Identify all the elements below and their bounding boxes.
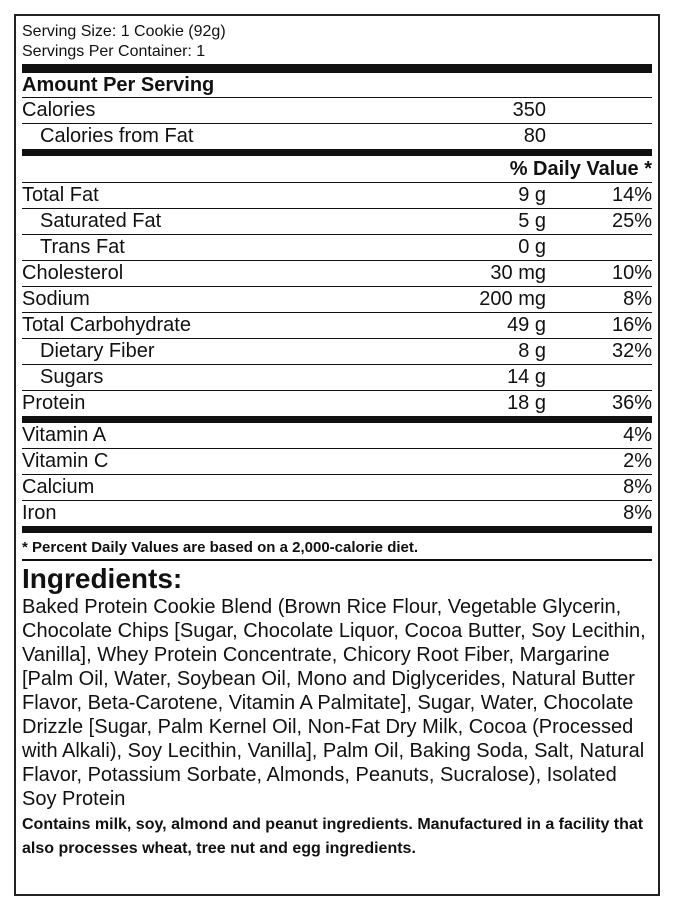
nutrient-daily-value: 36% bbox=[611, 392, 652, 414]
nutrient-row-dietary-fiber bbox=[22, 339, 652, 365]
nutrient-amount: 0 g bbox=[518, 236, 546, 258]
nutrient-daily-value: 32% bbox=[611, 340, 652, 362]
calories-from-fat-row bbox=[22, 124, 652, 149]
nutrient-row-sugars bbox=[22, 365, 652, 391]
ingredients-title: Ingredients: bbox=[22, 563, 183, 594]
vitamin-label: Vitamin C bbox=[22, 450, 109, 472]
nutrient-label: Protein bbox=[22, 392, 86, 414]
vitamin-daily-value: 4% bbox=[623, 424, 652, 446]
calories-from-fat-value: 80 bbox=[523, 125, 546, 147]
nutrient-label: Sugars bbox=[40, 366, 104, 388]
nutrient-amount: 5 g bbox=[518, 210, 546, 232]
nutrient-daily-value: 16% bbox=[611, 314, 652, 336]
vitamin-label: Iron bbox=[22, 502, 57, 524]
nutrient-amount: 8 g bbox=[518, 340, 546, 362]
nutrient-list bbox=[22, 183, 652, 416]
nutrient-row-protein bbox=[22, 391, 652, 416]
divider-medium bbox=[22, 416, 652, 423]
vitamin-label: Vitamin A bbox=[22, 424, 107, 446]
nutrient-amount: 14 g bbox=[507, 366, 546, 388]
nutrient-label: Sodium bbox=[22, 288, 90, 310]
vitamin-label: Calcium bbox=[22, 476, 95, 498]
nutrient-amount: 49 g bbox=[507, 314, 546, 336]
vitamin-daily-value: 2% bbox=[623, 450, 652, 472]
nutrient-label: Total Fat bbox=[22, 184, 99, 206]
ingredients-text: Baked Protein Cookie Blend (Brown Rice Flour, Vegetable Glycerin, Chocolate Chips [Sugar, Chocolate Liquor, Cocoa Butter, Soy Lecithin, Vanilla], Whey Protein Concentrate, Chicory Root Fiber, Margarine [Palm Oil, Water, Soybean Oil, Mono and Diglycerides, Natural Butter Flavor, Beta-Carotene, Vitamin A Palmitate], Sugar, Water, Chocolate Drizzle [Sugar, Palm Kernel Oil, Non-Fat Dry Milk, Cocoa (Processed with Alkali), Soy Lecithin, Vanilla], Palm Oil, Baking Soda, Salt, Natural Flavor, Potassium Sorbate, Almonds, Peanuts, Sucralose), Isolated Soy Protein bbox=[22, 596, 646, 810]
daily-value-header: % Daily Value * bbox=[22, 156, 652, 183]
nutrient-row-saturated-fat bbox=[22, 209, 652, 235]
calories-from-fat-label: Calories from Fat bbox=[40, 125, 194, 147]
nutrient-row-trans-fat bbox=[22, 235, 652, 261]
nutrient-amount: 9 g bbox=[518, 184, 546, 206]
nutrient-daily-value: 10% bbox=[611, 262, 652, 284]
divider-medium bbox=[22, 149, 652, 156]
divider-medium bbox=[22, 526, 652, 533]
nutrient-daily-value: 8% bbox=[623, 288, 652, 310]
divider-thick bbox=[22, 64, 652, 73]
nutrient-amount: 30 mg bbox=[490, 262, 546, 284]
vitamin-row-vitamin-a bbox=[22, 423, 652, 449]
nutrient-row-cholesterol bbox=[22, 261, 652, 287]
calories-label: Calories bbox=[22, 99, 96, 121]
servings-per-container: Servings Per Container: 1 bbox=[22, 43, 206, 60]
vitamin-daily-value: 8% bbox=[623, 476, 652, 498]
vitamin-row-iron bbox=[22, 501, 652, 526]
nutrient-label: Total Carbohydrate bbox=[22, 314, 191, 336]
calories-row bbox=[22, 98, 652, 124]
vitamin-daily-value: 8% bbox=[623, 502, 652, 524]
daily-value-footnote: * Percent Daily Values are based on a 2,000-calorie diet. bbox=[22, 533, 652, 561]
nutrient-label: Saturated Fat bbox=[40, 210, 162, 232]
nutrient-label: Cholesterol bbox=[22, 262, 124, 284]
vitamin-row-calcium bbox=[22, 475, 652, 501]
vitamin-row-vitamin-c bbox=[22, 449, 652, 475]
vitamin-list bbox=[22, 423, 652, 526]
nutrient-amount: 18 g bbox=[507, 392, 546, 414]
nutrient-row-total-fat bbox=[22, 183, 652, 209]
nutrition-facts-label bbox=[14, 14, 660, 896]
nutrient-daily-value: 25% bbox=[611, 210, 652, 232]
allergen-statement: Contains milk, soy, almond and peanut ingredients. Manufactured in a facility that also processes wheat, tree nut and egg ingredients. bbox=[22, 816, 644, 857]
serving-size: Serving Size: 1 Cookie (92g) bbox=[22, 23, 226, 40]
amount-per-serving-heading: Amount Per Serving bbox=[22, 73, 652, 98]
nutrient-label: Dietary Fiber bbox=[40, 340, 155, 362]
nutrient-row-total-carbohydrate bbox=[22, 313, 652, 339]
nutrient-amount: 200 mg bbox=[479, 288, 546, 310]
nutrient-label: Trans Fat bbox=[40, 236, 125, 258]
calories-value: 350 bbox=[512, 99, 546, 121]
nutrient-daily-value: 14% bbox=[611, 184, 652, 206]
nutrient-row-sodium bbox=[22, 287, 652, 313]
